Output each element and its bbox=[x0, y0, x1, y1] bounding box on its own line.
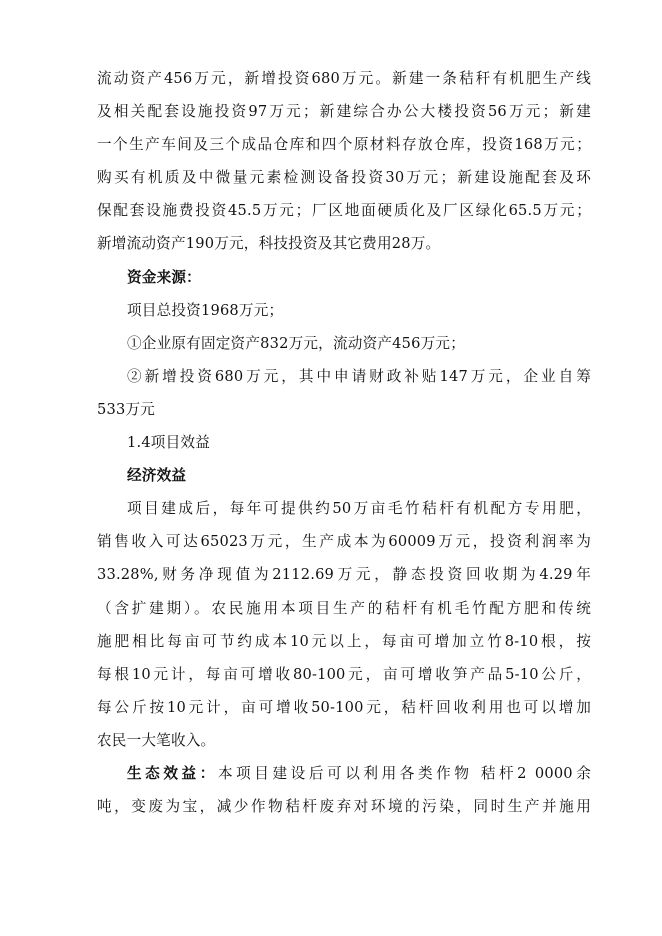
section-heading: 生态效益： bbox=[127, 764, 218, 782]
line-text: 每根10元计，每亩可增收80-100元，亩可增收笋产品5-10公斤， bbox=[97, 665, 591, 683]
text-line bbox=[97, 161, 591, 194]
text-line bbox=[97, 327, 591, 360]
line-text: 购买有机质及中微量元素检测设备投资30万元；新建设施配套及环 bbox=[97, 169, 591, 187]
line-text: （含扩建期）。农民施用本项目生产的秸杆有机毛竹配方肥和传统 bbox=[97, 599, 591, 617]
line-text: 施肥相比每亩可节约成本10元以上，每亩可增加立竹8-10根，按 bbox=[97, 632, 591, 650]
text-line bbox=[97, 227, 591, 260]
line-text: 吨，变废为宝，减少作物秸杆废弃对环境的污染，同时生产并施用 bbox=[97, 798, 591, 816]
line-text: 一个生产车间及三个成品仓库和四个原材料存放仓库，投资168万元； bbox=[97, 136, 591, 154]
text-line bbox=[97, 459, 591, 492]
text-line bbox=[97, 393, 591, 426]
text-line bbox=[97, 558, 591, 591]
line-text: 533万元 bbox=[97, 400, 156, 418]
text-line bbox=[97, 426, 591, 459]
line-text: 农民一大笔收入。 bbox=[97, 731, 216, 749]
text-line bbox=[97, 294, 591, 327]
document-page bbox=[97, 62, 591, 823]
text-line bbox=[97, 757, 591, 790]
line-text: 销售收入可达65023万元，生产成本为60009万元，投资利润率为 bbox=[97, 533, 591, 551]
text-line bbox=[97, 790, 591, 823]
line-text: 本项目建设后可以利用各类作物 秸杆2 0000余 bbox=[217, 764, 591, 782]
line-text: 1.4项目效益 bbox=[127, 434, 210, 452]
line-text: ②新增投资680万元，其中申请财政补贴147万元，企业自筹 bbox=[127, 367, 591, 385]
text-line bbox=[97, 261, 591, 294]
text-line bbox=[97, 62, 591, 95]
text-line bbox=[97, 691, 591, 724]
line-text: 项目建成后，每年可提供约50万亩毛竹秸杆有机配方专用肥， bbox=[127, 500, 591, 518]
line-text: 及相关配套设施投资97万元；新建综合办公大楼投资56万元；新建 bbox=[97, 103, 591, 121]
text-line bbox=[97, 658, 591, 691]
section-heading: 经济效益 bbox=[127, 467, 187, 485]
line-text: 项目总投资1968万元； bbox=[127, 301, 284, 319]
line-text: 每公斤按10元计，亩可增收50-100元，秸杆回收利用也可以增加 bbox=[97, 698, 591, 716]
text-line bbox=[97, 492, 591, 525]
line-text: 新增流动资产190万元，科技投资及其它费用28万。 bbox=[97, 235, 441, 253]
text-line bbox=[97, 724, 591, 757]
section-heading: 资金来源： bbox=[127, 268, 201, 286]
text-line bbox=[97, 194, 591, 227]
line-text: 保配套设施费投资45.5万元；厂区地面硬质化及厂区绿化65.5万元； bbox=[97, 202, 591, 220]
line-text: 流动资产456万元，新增投资680万元。新建一条秸秆有机肥生产线 bbox=[97, 70, 591, 87]
text-line bbox=[97, 128, 591, 161]
text-line bbox=[97, 525, 591, 558]
text-line bbox=[97, 592, 591, 625]
text-line bbox=[97, 95, 591, 128]
line-text: ①企业原有固定资产832万元，流动资产456万元； bbox=[127, 334, 465, 352]
line-text: 33.28%,财务净现值为2112.69万元，静态投资回收期为4.29年 bbox=[97, 566, 591, 584]
text-line bbox=[97, 360, 591, 393]
text-line bbox=[97, 625, 591, 658]
